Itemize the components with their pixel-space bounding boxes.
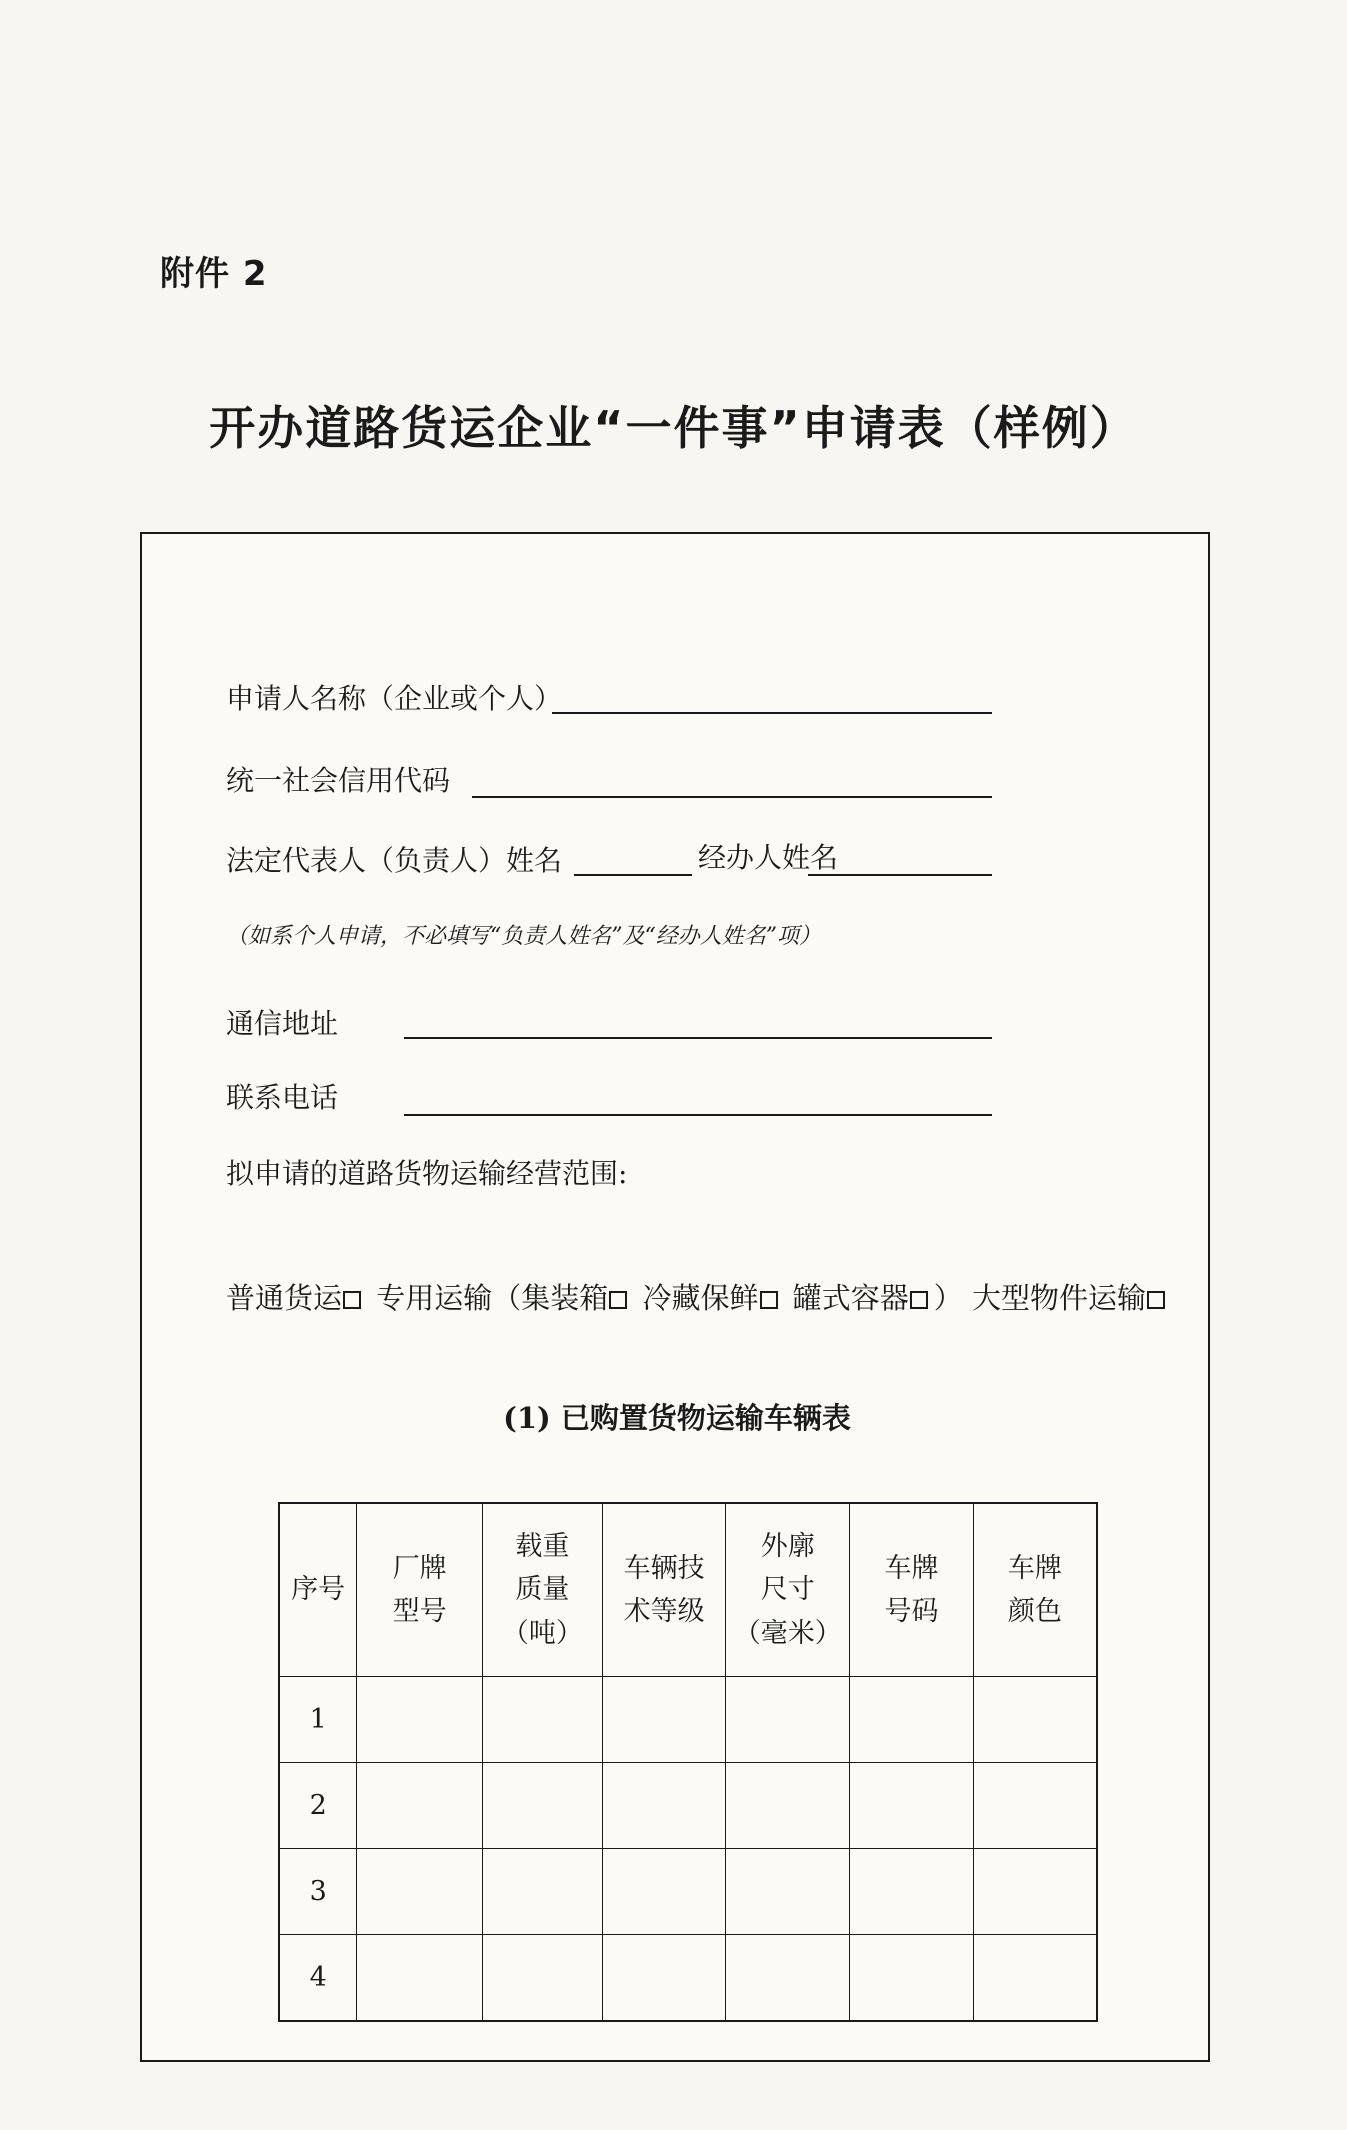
individual-note: （如系个人申请，不必填写“负责人姓名”及“经办人姓名”项） bbox=[226, 924, 821, 949]
row-number: 3 bbox=[279, 1849, 357, 1935]
cell-dimensions[interactable] bbox=[726, 1677, 850, 1763]
cell-tech-grade[interactable] bbox=[602, 1935, 726, 2022]
cell-load-capacity[interactable] bbox=[482, 1677, 602, 1763]
address-field[interactable] bbox=[404, 1037, 992, 1039]
row-number: 1 bbox=[279, 1677, 357, 1763]
page-title: 开办道路货运企业“一件事”申请表（样例） bbox=[209, 401, 1138, 455]
applicant-name-field[interactable] bbox=[552, 712, 992, 714]
vehicle-table-header bbox=[279, 1503, 1097, 1677]
cell-plate-color[interactable] bbox=[973, 1935, 1097, 2022]
vehicle-table-title: (1) 已购置货物运输车辆表 bbox=[503, 1401, 851, 1435]
row-number: 2 bbox=[279, 1763, 357, 1849]
row-number: 4 bbox=[279, 1935, 357, 2022]
scope-container-label: 集装箱 bbox=[521, 1281, 609, 1315]
vehicle-table bbox=[278, 1502, 1098, 2022]
cell-plate-number[interactable] bbox=[850, 1763, 974, 1849]
scope-tank-label: 罐式容器 bbox=[792, 1281, 909, 1315]
cell-load-capacity[interactable] bbox=[482, 1935, 602, 2022]
cell-brand-model[interactable] bbox=[357, 1677, 483, 1763]
handler-field[interactable] bbox=[808, 874, 992, 876]
cell-dimensions[interactable] bbox=[726, 1849, 850, 1935]
phone-field[interactable] bbox=[404, 1114, 992, 1116]
scope-label: 拟申请的道路货物运输经营范围: bbox=[226, 1157, 628, 1190]
cell-tech-grade[interactable] bbox=[602, 1849, 726, 1935]
scope-general-label: 普通货运 bbox=[226, 1281, 343, 1315]
table-row bbox=[279, 1935, 1097, 2022]
scope-options bbox=[226, 1276, 1171, 1317]
table-row bbox=[279, 1849, 1097, 1935]
credit-code-field[interactable] bbox=[472, 796, 992, 798]
scope-container-checkbox[interactable] bbox=[609, 1291, 627, 1309]
header-plate-color: 车牌 颜色 bbox=[973, 1503, 1097, 1677]
cell-plate-color[interactable] bbox=[973, 1677, 1097, 1763]
cell-load-capacity[interactable] bbox=[482, 1763, 602, 1849]
scope-refrigerated-label: 冷藏保鲜 bbox=[642, 1281, 759, 1315]
header-dimensions: 外廓 尺寸 （毫米） bbox=[726, 1503, 850, 1677]
legal-rep-field[interactable] bbox=[574, 874, 692, 876]
cell-tech-grade[interactable] bbox=[602, 1677, 726, 1763]
cell-tech-grade[interactable] bbox=[602, 1763, 726, 1849]
scope-special-prefix: 专用运输（ bbox=[376, 1281, 522, 1315]
attachment-label: 附件 2 bbox=[160, 254, 268, 294]
cell-plate-number[interactable] bbox=[850, 1935, 974, 2022]
cell-brand-model[interactable] bbox=[357, 1935, 483, 2022]
cell-plate-number[interactable] bbox=[850, 1849, 974, 1935]
cell-dimensions[interactable] bbox=[726, 1763, 850, 1849]
scope-general-checkbox[interactable] bbox=[343, 1291, 361, 1309]
cell-plate-color[interactable] bbox=[973, 1763, 1097, 1849]
cell-load-capacity[interactable] bbox=[482, 1849, 602, 1935]
cell-brand-model[interactable] bbox=[357, 1763, 483, 1849]
applicant-name-label: 申请人名称（企业或个人） bbox=[226, 682, 563, 715]
scope-large-label: 大型物件运输 bbox=[971, 1281, 1146, 1315]
legal-rep-label: 法定代表人（负责人）姓名 bbox=[226, 844, 563, 877]
header-seq: 序号 bbox=[279, 1503, 357, 1677]
phone-label: 联系电话 bbox=[226, 1081, 339, 1114]
header-load-capacity: 载重 质量 （吨） bbox=[482, 1503, 602, 1677]
cell-plate-color[interactable] bbox=[973, 1849, 1097, 1935]
credit-code-label: 统一社会信用代码 bbox=[226, 764, 451, 797]
table-row bbox=[279, 1763, 1097, 1849]
application-form bbox=[140, 532, 1210, 2062]
scope-large-checkbox[interactable] bbox=[1147, 1291, 1165, 1309]
header-tech-grade: 车辆技 术等级 bbox=[602, 1503, 726, 1677]
handler-label: 经办人姓名 bbox=[698, 841, 839, 874]
header-brand-model: 厂牌 型号 bbox=[357, 1503, 483, 1677]
scope-tank-checkbox[interactable] bbox=[910, 1291, 928, 1309]
cell-dimensions[interactable] bbox=[726, 1935, 850, 2022]
scope-refrigerated-checkbox[interactable] bbox=[760, 1291, 778, 1309]
scope-special-suffix: ） bbox=[933, 1281, 963, 1315]
table-row bbox=[279, 1677, 1097, 1763]
cell-plate-number[interactable] bbox=[850, 1677, 974, 1763]
cell-brand-model[interactable] bbox=[357, 1849, 483, 1935]
address-label: 通信地址 bbox=[226, 1007, 339, 1040]
header-plate-number: 车牌 号码 bbox=[850, 1503, 974, 1677]
